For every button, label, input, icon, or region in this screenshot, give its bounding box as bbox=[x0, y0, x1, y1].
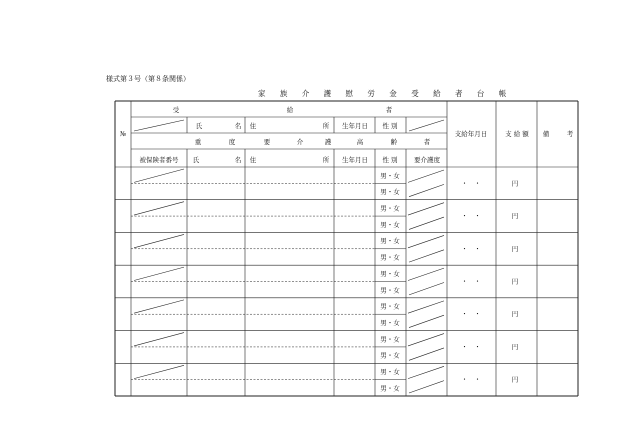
row-slash bbox=[409, 348, 444, 360]
severe-elderly-header-char: 高 bbox=[356, 138, 364, 146]
yen-mark: 円 bbox=[511, 310, 519, 319]
row-slash bbox=[409, 381, 444, 393]
remarks-header-char: 備 bbox=[542, 130, 550, 138]
sex-choice: 男・女 bbox=[380, 269, 400, 278]
severe-elderly-header-char: 齢 bbox=[390, 138, 398, 146]
address-header-sho: 所 bbox=[322, 156, 330, 164]
sex-choice: 男・女 bbox=[380, 220, 400, 229]
pay-date-dots: ・ ・ bbox=[461, 375, 481, 384]
sex-choice: 男・女 bbox=[380, 171, 400, 180]
row-slash bbox=[134, 267, 184, 280]
row-slash bbox=[409, 283, 444, 295]
row-slash bbox=[134, 234, 184, 247]
sex-choice: 男・女 bbox=[380, 319, 400, 328]
pay-date-dots: ・ ・ bbox=[461, 310, 481, 319]
pay-date-dots: ・ ・ bbox=[461, 277, 481, 286]
row-slash bbox=[409, 184, 444, 196]
severe-elderly-header-char: 者 bbox=[423, 138, 431, 146]
header-slash bbox=[134, 120, 184, 131]
sex-choice: 男・女 bbox=[380, 368, 400, 377]
recipient-header-char: 受 bbox=[172, 106, 180, 114]
name-header-shi: 氏 bbox=[192, 156, 200, 164]
sex-choice: 男・女 bbox=[380, 188, 400, 197]
header-slash bbox=[409, 120, 444, 131]
yen-mark: 円 bbox=[511, 244, 519, 253]
pay-date-dots: ・ ・ bbox=[461, 212, 481, 221]
sex-choice: 男・女 bbox=[380, 335, 400, 344]
yen-mark: 円 bbox=[511, 342, 519, 351]
pay-date-dots: ・ ・ bbox=[461, 244, 481, 253]
dob-header: 生年月日 bbox=[342, 122, 368, 130]
form-number: 様式第３号（第８条関係） bbox=[106, 75, 190, 83]
severe-elderly-header-char: 護 bbox=[324, 138, 332, 146]
address-header-ju: 住 bbox=[249, 156, 257, 164]
severe-elderly-header-char: 介 bbox=[296, 138, 304, 146]
row-slash-top bbox=[408, 334, 444, 346]
ledger-title: 家 族 介 護 慰 労 金 受 給 者 台 帳 bbox=[258, 89, 513, 98]
row-slash bbox=[134, 300, 184, 313]
row-slash bbox=[409, 315, 444, 327]
sex-choice: 男・女 bbox=[380, 351, 400, 360]
recipient-header-char: 者 bbox=[385, 106, 393, 114]
row-slash-top bbox=[408, 170, 444, 182]
insured-number-header: 被保険者番号 bbox=[139, 156, 179, 164]
recipient-header-char: 給 bbox=[286, 106, 294, 114]
row-slash bbox=[409, 217, 444, 229]
severe-elderly-header-char: 度 bbox=[228, 138, 236, 146]
row-slash bbox=[134, 365, 184, 378]
pay-date-header: 支給年月日 bbox=[454, 130, 488, 138]
row-slash-top bbox=[408, 366, 444, 378]
remarks-header-char: 考 bbox=[566, 130, 574, 138]
pay-date-dots: ・ ・ bbox=[461, 179, 481, 188]
address-header-ju: 住 bbox=[249, 122, 257, 130]
severe-elderly-header-char: 要 bbox=[263, 138, 271, 146]
name-header-mei: 名 bbox=[234, 122, 242, 130]
no-header: № bbox=[119, 130, 127, 138]
row-slash-top bbox=[408, 301, 444, 313]
name-header-shi: 氏 bbox=[195, 122, 203, 130]
sex-header: 性 別 bbox=[382, 156, 398, 164]
address-header-sho: 所 bbox=[322, 122, 330, 130]
row-slash bbox=[409, 250, 444, 262]
row-slash-top bbox=[408, 268, 444, 280]
sex-choice: 男・女 bbox=[380, 286, 400, 295]
sex-choice: 男・女 bbox=[380, 204, 400, 213]
yen-mark: 円 bbox=[511, 212, 519, 221]
pay-amount-header: 支 給 額 bbox=[505, 130, 529, 138]
sex-choice: 男・女 bbox=[380, 384, 400, 393]
sex-choice: 男・女 bbox=[380, 253, 400, 262]
yen-mark: 円 bbox=[511, 375, 519, 384]
row-slash bbox=[134, 333, 184, 346]
name-header-mei: 名 bbox=[234, 156, 242, 164]
severe-elderly-header-char: 重 bbox=[194, 138, 202, 146]
sex-choice: 男・女 bbox=[380, 237, 400, 246]
row-slash-top bbox=[408, 203, 444, 215]
yen-mark: 円 bbox=[511, 277, 519, 286]
row-slash-top bbox=[408, 235, 444, 247]
row-slash bbox=[134, 202, 184, 215]
sex-choice: 男・女 bbox=[380, 302, 400, 311]
pay-date-dots: ・ ・ bbox=[461, 342, 481, 351]
sex-header: 性 別 bbox=[382, 122, 398, 130]
row-slash bbox=[134, 169, 184, 182]
dob-header: 生年月日 bbox=[342, 156, 368, 164]
yen-mark: 円 bbox=[511, 179, 519, 188]
care-level-header: 要介護度 bbox=[414, 156, 440, 164]
